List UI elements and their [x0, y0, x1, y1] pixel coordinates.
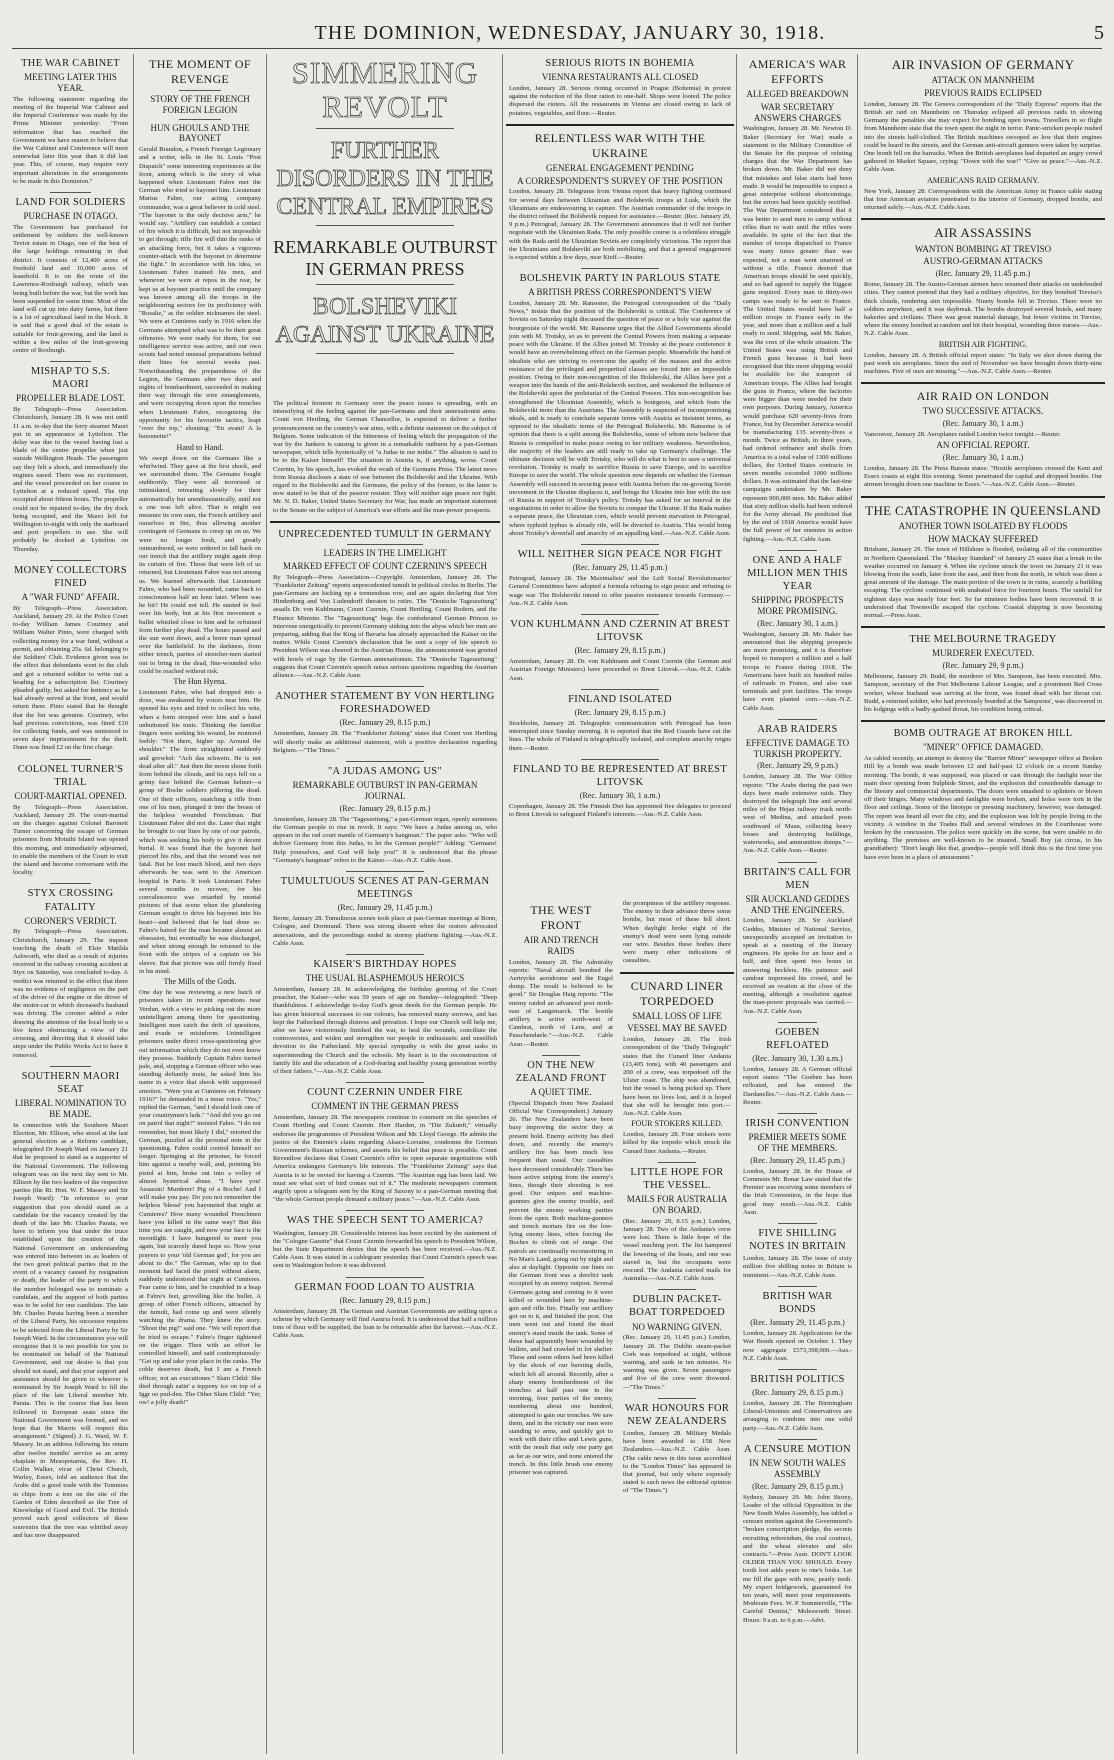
headline: MONEY COLLECTORS FINED — [13, 564, 127, 589]
headline: FIVE SHILLING NOTES IN BRITAIN — [749, 1227, 846, 1253]
headline: MISHAP TO S.S. MAORI — [30, 366, 111, 391]
article-body: In connection with the Southern Maori Election, Mr. Ellison, who stood at the last general election as a Reform candidate, telegraphed Dr Joseph Ward on January 21 that he proposed to stand as a supporter of the National Government. The following telegram was on the next day sent to Mr. Ellison by the two leaders of the respective parties (the Rt. Hon. W. F. Massey and Sir Joseph Ward): "In reference to your suggestion that you should stand as a candidate for the vacancy created by the death of the late Mr. Charles Parata, we have to inform you that under the truce established upon the creation of the National Government an understanding was entered into between us as leaders of the two great political parties that in the event of a vacancy caused by resignation or death, the leader of the party to which the member belonged was to nominate a candidate, and the support of both parties was to be solid for one candidate. The late Mr. Charles Parata having been a member of the Liberal Party, his successor requires to be selected from the Liberal Party by Sir Joseph Ward. In the circumstances you will recognise that it is not possible for you to be nominated on behalf of the National Government, and our desire is that you should not stand, and that your support and assistance should be given to whoever is nominated by Sir Joseph Ward to fill the place of the late Liberal member Mr. Parata. This is the course that has been followed in European seats since the National Government was formed, and we hope that the Maoris will respect this arrangement." (Signed) J. G. Ward, W. F. Massey. In an address following his return after twelve months' service as an army chaplain in Mesopotamia, the Rev. H. Collin Walker, vicar of Christ Church, Warley, Essex, told an audience that the Arabs did a good trade with the Tommies in chips from a tree on the site of the Garden of Eden described as the Tree of Knowledge of Good and Evil. The British proved such good collectors of these souvenirs that the tree was whittled away and has now disappeared. — [13, 1121, 128, 1539]
divider — [658, 1162, 697, 1163]
article-body: London, January 28. The Geneva correspondent of the "Daily Express" reports that the British air raid on Mannheim on Thursday eclipsed all previous raids in showing Germany the penalties she may expect for bombing open towns. Travellers in so flight from Mannheim state that the town spent the night in terror. Panic-stricken people rushed into the streets half-clothed. The British machines swooped so low that their engines could be heard in the streets, and the German anti-aircraft gunners were taken by surprise. One bomb fell on the barracks. When the British aeroplanes had departed an angry crowd gathered in Market Square, crying: "Down with the war!" "Give us peace."—Aus.-N.Z. Cable Assn. — [864, 100, 1102, 174]
subheadline: ATTACK ON MANNHEIM — [931, 75, 1035, 86]
headline: A CENSURE MOTION — [744, 1443, 851, 1455]
subheadline: PREVIOUS RAIDS ECLIPSED — [924, 88, 1042, 99]
headline: THE MELBOURNE TRAGEDY — [909, 634, 1057, 646]
headline: ONE AND A HALF MILLION MEN THIS YEAR — [747, 554, 848, 592]
subheadline: EFFECTIVE DAMAGE TO TURKISH PROPERTY. — [745, 737, 850, 759]
article-tumult-germany — [273, 528, 497, 680]
masthead — [0, 0, 1114, 48]
article-judas — [273, 765, 497, 865]
divider — [346, 686, 424, 687]
headline: "A JUDAS AMONG US" — [327, 766, 443, 778]
article-war-cabinet — [13, 57, 128, 186]
article-body: London, January 28. The Irish correspondent of the "Daily Telegraph" states that the Cunard liner Andania (13,405 tons), with 40 passengers and 200 of a crew, was torpedoed off the Ulster coast. The ship was abandoned, but the vessel is being picked up. There have been no lives lost, and it is hoped that she will be brought into port.—Aus.-N.Z. Cable Assn. — [623, 1036, 731, 1118]
column-2 — [136, 54, 264, 1754]
divider — [50, 759, 91, 760]
divider — [778, 1113, 817, 1114]
article-body: Amsterdam, January 28. The "Tageszeitung," a pan-German organ, openly summons the German people to rise in revolt. It says: "We have a Judas among us, who appears in the red court mantle of Germany's hangman." The paper asks: "Who will deliver Germany from this Judas, to let the German people?" Adding: "Germans! Help yourselves, and God will help you!" It is understood that the phrase "Germany's hangman" refers to the Kaiser.—Aus.-N.Z. Cable Assn. — [273, 815, 497, 864]
divider — [346, 1277, 424, 1278]
received-date: (Rec. January 29, 8.15 p.m.) — [339, 718, 431, 728]
subheadline: THE USUAL BLASPHEMOUS HEROICS — [305, 973, 465, 984]
subheadline: IN NEW SOUTH WALES ASSEMBLY — [749, 1457, 846, 1479]
divider — [50, 883, 91, 884]
article-air-invasion — [864, 57, 1102, 212]
article-body: Melbourne, January 29. Budd, the murderer of Mrs. Sampson, has been executed. Mrs. Sampson, secretary of the Port Melbourne Labour League, and a prominent Red Cross worker, whose husband was serving at the front, was found dead with her throat cut. Budd, a returned soldier, who had previously boarded at the Sampsons', was discovered in his lodgings with a badly-gashed throat, his condition being critical. — [864, 673, 1102, 713]
headline: GOEBEN REFLOATED — [766, 1026, 829, 1051]
article-southern-maori-seat — [13, 1070, 128, 1540]
received-date: (Rec. January 30, 1 a.m.) — [757, 618, 838, 628]
divider — [778, 1286, 817, 1287]
headline: BOLSHEVIK PARTY IN PARLOUS STATE — [519, 273, 721, 285]
article-body: We swept down on the Germans like a whirlwind. They gave at the first shock, and we surrounded them. The Germans fought stubbornly. They were all terrorised or intimidated, retreating slowly for their automatically but unenthusiastically, until not a one was left alive. That is might not measure its own sum, the French artillery and ourselves in fire, thus allowing another contingent of Germans to creep up on us. We were no longer fresh, and greatly outnumbered, so were ordered to fall back on our trench that the artillery might again drop its curtain of fire. Those that were left of us returned, but Lieutenant Fabre was not among us. We learned afterwards that Lieutenant Fabre, who had been wounded, came back to consciousness half an hour later. Where was he hit? He could not tell. He started to feel over his body, but at his first movement a bullet whistled close to him and he refrained from further play dead. The hours passed and the sun went down, and a brave man spread over the battlefield. In the darkness, from either trench, parties of stretcher-men started out to bring in the dead, fine-wounded who could be reached without risk. — [139, 454, 261, 675]
article-body: London, January 28. The Birmingham Liberal-Unionists and Conservatives are arranging to combine into one solid party.—Aus.-N.Z. Cable Assn. — [743, 1400, 852, 1432]
article-americas-war-efforts — [743, 57, 852, 544]
article-finland-isolated — [509, 693, 731, 753]
article-body: Copenhagen, January 28. The Finnish Diet has appointed five delegates to proceed to Brest Litovsk to safeguard Finland's interests.—Aus.-N.Z. Cable Assn. — [509, 802, 731, 819]
article-body: (Rec. January 29, 8.15 p.m.) London, January 28. Two of the Andania's crew were lost. There is little hope of the vessel reaching port. The list hampered the lowering of the boats, and one was staved in, but the occupants were rescued. The Andania carried mails for Australia.—Aus.-N.Z. Cable Assn. — [623, 1217, 731, 1283]
received-date: (Rec. January 29, 8.15 p.m.) — [752, 1388, 843, 1398]
article-body: The following statement regarding the meeting of the Imperial War Cabinet and the Imperial Conference was made by the Prime Minister yesterday: "From information that has reached the Government we have reason to believe that the War Cabinet and Conference will meet somewhat later this year than it did last year. This, of course, may require very important alterations in the arrangements to be made in this Dominion." — [13, 95, 128, 185]
column-divider — [133, 54, 134, 1754]
article-styx-crossing — [13, 887, 128, 1059]
article-nz-front-continued — [623, 900, 731, 966]
divider — [347, 544, 423, 545]
subheadline: "MINER" OFFICE DAMAGED. — [922, 742, 1044, 753]
received-date: (Rec. January 29, 11.45 p.m.) — [750, 1155, 845, 1165]
article-food-loan — [273, 1281, 497, 1341]
headline: ARAB RAIDERS — [757, 723, 838, 735]
received-date: (Rec. January 30, 1 a.m.) — [942, 452, 1024, 462]
subheadline: VESSEL MAY BE SAVED — [627, 1023, 727, 1034]
article-body: By Telegraph—Press Association. Auckland, January 29. The court-martial on the charges against Colonel Baronett Turner concerning the escape of German prisoners from Motuihi Island was opened this morning, and immediately adjourned, to enable the members of the Court to visit the island and become conversant with the locality. — [13, 803, 128, 877]
article-ukraine-war — [509, 131, 731, 262]
section-heading: The Mills of the Gods. — [163, 977, 237, 987]
article-body: Gerald Brandon, a French Foreign Legionary and a writer, tells in the St. Louis "Post Dispatch" some interesting experiences at the front, among which is the story of what happened when Lieutenant Fabre met the German who tried to bayonet him. Lieutenant Marius Fabre, our acting company commander, was a great believer in cold steel. "The bayonet is the only decisive arm," he would say. "Artillery can establish a contact of fire which it is difficult, but not impossible to get through; rifle fire will thin the ranks of an attacking force, but it takes a vigorous counter-attack with the bayonet to determine the fight." In accordance with his idea, so Lieutenant Fabre trained his men, and whenever we were at repos in the rear, he kept us at bayonet practice until the company was known among all the troops in the neighbouring sectors for its proficiency with "Rosalie," as the soldier nicknames the steel. We were at Cumieres early in 1916 when the Germans attempted what was to be their great offensive. We were ready for them, for our intelligence service was active, and our own scouts had noted unusual preparations behind their lines for several weeks past. Notwithstanding the preparedness of the Legion, the Germans after two days and nights of bombardment, succeeded in making their way through the wire entanglements, and were occupying down upon the trenches when Lieutenant Fabre, recognising the opportunity for his favourite tactics, leapt "over the top," shouting: "En avant! A la baionnette!" — [139, 146, 261, 441]
received-date: (Rec. January 29, 11.45 p.m.) — [337, 903, 433, 913]
divider — [778, 1369, 817, 1370]
received-date: (Rec. January 30, 1 a.m.) — [579, 790, 661, 800]
divider — [861, 382, 1105, 384]
headline: SERIOUS RIOTS IN BOHEMIA — [545, 58, 695, 69]
article-body: By Telegraph—Press Association—Copyright. Amsterdam, January 28. The "Frankfurter Zeitung" reports unprecedented tumult in political circles in Berlin. The pan-Germans are kicking up a tremendous row, and are again declaring that Von Hindenburg and Von Ludendorff threaten to retire. The "Deutsche Tageszeitung" assails Dr. von Kuhlmann, Count Czernin, Count Hertling, Count Rodern, and the Finance Minister. The "Tageszeitung" begs the confederated German Princes to intervene energetically to prevent Germany sinking into the abyss which her men are preparing, adding that the King of Bavaria has already approached the Kaiser on the matter. While Count Czernin's declaration that he sent a copy of his speech to President Wilson was cheered in the Austrian House, the announcement was greeted with howls of rage by the German annexationists. The "Deutsche Tageszeitung" suggests that Count Czernin's speech raises serious questions regarding the Austrian alliance.—Aus.-N.Z. Cable Assn. — [273, 573, 497, 679]
article-body: Sydney, January 29. Mr. John Storey, Leader of the official Opposition in the New South Wales Assembly, has tabled a censure motion against the Government's "broken conscription pledge, the secrets recruiting referendum, the coal contract, and the wheat elevator and silo contracts."—Press Assn. DON'T LOOK OLDER THAN YOU SHOULD. Every tooth lost adds years to one's looks. Let me fill the gaps with new, pearly teeth. My expert bridgework, guaranteed for ten years, will meet your requirements. Moderate Fees. W. P. Sommerville, "The Careful Dentist," Molesworth Street. Hours: 9 a.m. to 6 p.m.—Advt. — [743, 1493, 852, 1624]
headline-central-empires: FURTHER DISORDERS IN THE CENTRAL EMPIRES — [276, 138, 494, 220]
divider — [861, 626, 1105, 628]
article-body: Amsterdam, January 28. The "Frankfurter Zeitung" states that Count von Hertling will shortly make an additional statement, with a positive declaration regarding Belgium.—"The Times." — [273, 730, 497, 754]
headline: RELENTLESS WAR WITH THE UKRAINE — [534, 130, 706, 160]
column-3-body — [270, 400, 500, 1754]
divider — [346, 1210, 424, 1211]
article-body: As cabled recently, an attempt to destroy the "Barrier Miner" newspaper office at Broken Hill by a bomb was made between 12 and half-past 12 o'clock on a recent Sunday morning. The bomb, it was supposed, was placed or cast through the fanlight near the main door opening from Sulphide Street, and the explosion did considerable damage to the literary and commercial departments. The doors were smashed to splinters or blown off their hinges. Many windows and fanlights were broken, and holes were torn in the floor and ceilings. Some of the linotype or pressing machinery, however, was damaged. The report was heard all over the city, and the explosion was felt by people living in the vicinity. A window in the Trades Hall and several windows in the Courthouse were broken by the concussion. The police were quickly on the scene, but were unable to do anything. The premises are well-known to be insured. Small Boy (at circus, to his grandfather): "Don't laugh like that, grandpa—people will think this is the first time you have ever been in a place of amusement." — [864, 755, 1102, 861]
section-heading: AMERICANS RAID GERMANY. — [926, 175, 1040, 185]
received-date: (Rec. January 29, 8.15 p.m.) — [752, 1481, 843, 1491]
divider — [506, 124, 734, 126]
article-bolshevik-party — [509, 272, 731, 538]
article-body: Amsterdam, January 28. Dr. von Kuhlmann and Count Czernin (the German and Austrian Foreign Ministers) have proceeded to Brest Litovsk.—Aus.-N.Z. Cable Assn. — [509, 658, 731, 682]
received-date: (Rec. January 29, 8.15 p.m.) — [339, 1295, 431, 1305]
headline: STYX CROSSING FATALITY — [27, 888, 114, 913]
divider — [581, 268, 659, 269]
article-body: Brisbane, January 29. The town of Hillshore is flooded, isolating all of the communities in Northern Queensland. The "Mackay Standard" of January 25 states that a break in the weather occurred on January 4. When the cyclone struck the town on January 21 it was blowing from the south, later from the east, and then from the north, in which was done a great amount of the damage. The main portion of the town is in ruins, scarcely a building escaping. The cyclone continued with unabated force for fourteen hours. The rainfall for eighteen days was nearly four feet. So far nineteen bodies have been recovered. It is understood that Townsville escaped the cyclone. Coastal shipping is now becoming normal.—Press Assn. — [864, 546, 1102, 620]
received-date: (Rec. January 29, 9 p.m.) — [757, 761, 838, 771]
article-body: Lieutenant Fabre, who had dropped into a doze, was awakened by voices near him. He opened his eyes and tried to collect his wits, when a form stooped over him and a hand unbuttoned his tunic. Thinking the familiar fingers were seeking his wound, he muttered feebly: "Not there, higher up. Around the shoulder." The form straightened suddenly and growled: "Ach das schwein. He is not dead after all." Just then the moon shone forth from behind the clouds, and its rays fell on a grimy face behind the German helmet—a group of Boche soldiers pilfering the dead. One of their officers, snatching a rifle from one of his men, plunged it into the breast of the helpless wounded Frenchman. But Lieutenant Fabre did not die. Later that night he brought to our lines by one of our patrols, which was seeking his body to give it decent burial. It was found that the bayonet had pierced his ribs, and that the wound was not fatal. But he lost much blood, and two days afterwards he was sent to the American hospital in Paris. It took Lieutenant Fabre several months to recover, for his convalescence was retarded by mental pictures of that scene when the plundering German sought to drive his bayonet into his heart—and believed that he had done so. Fabre's hatred for the man became almost an obsession, but eventually he was discharged, and when strong enough he returned to the front with the stripes of a captain on his sleeve. But that picture was still firmly fixed in his mind. — [139, 688, 261, 975]
headline-bolsheviki-ukraine: BOLSHEVIKI AGAINST UKRAINE — [275, 294, 495, 348]
received-date: (Rec. January 29, 8.15 p.m.) — [339, 803, 431, 813]
headline: THE WAR CABINET — [21, 58, 120, 69]
article-body: London, January 28. Mr. Ransome, the Petrograd correspondent of the "Daily News," insists that the position of the Bolsheviki is critical. The Conference of Soviets on Saturday night discussed the question of peace or a holy war against the bourgeoisie of the world. Mr. Ransome urges that the Allied Governments should join with M. Trotsky, so as to prevent the Central Powers from making a separate peace with the Ukraine. If the Allies joined M. Trotsky at the peace conference it would have an overwhelming effect on the German people. Meanwhile the hand of idealists who are striving to overcome the apathy of the masses and the active resistance of the privileged and propertied classes are forced into an impossible position. Owing to their non-recognition of the Bolsheviki, the Allies have put a weapon into the hands of the anti-Bolshevik section, and weakened the influence of the Bolsheviki upon the proletariat of the Central Powers. This non-recognition has strengthened the Ukrainian Assembly, which is bourgeois, and which fears the Bolsheviki more than the Austrians. The Assembly is suspected of incompromising ideals, and is ready to conclude separate terms with Austria as insistent terms, as opposed to the idealistic terms of the Petrograd Bolsheviki. Mr. Ransome is of opinion that there is a split among the Bolsheviks, some of whom now believe that Russia is compelled to make peace owing to her military weakness. Nevertheless, the majority of the leaders are still ready to take up Germany's challenge. The ultimate decision will be with Trotsky, who will do what is best to save a universal revolution. Trotsky is ready to sacrifice Russia to save Europe, and to sacrifice Europe to save the world. The whole question now depends on whether the German Assembly will succeed in securing peace with Austria before the on-growing Soviet movement in the Ukraine displaces it, and brings the Ukraine into line with the rest of Russia in support of Trotsky's policy. Trotsky has asked for an interval in the negotiations in order to allow the Soviets to conquer the Ukraine. If the Rada makes a separate peace, the Ukrainian corn, which would prevent starvation in Petrograd, where typhoid typhus is already rife, will be diverted to Austria. This would bring about Trotsky's downfall and anarchy of an appalling kind.—Aus.-N.Z. Cable Assn. — [509, 300, 731, 537]
article-body: Amsterdam, January 28. The newspapers continue to comment on the speeches of Count Hertling and Count Czernin. Herr Harden, in "Die Zukunft," virtually endorses the programmes of President Wilson and Mr. Lloyd George. He admits the justice of the Entente's claim regarding Alsace-Lorraine, condemns the German Government's Russian schemes, and asserts his belief that peace is possible. Count Reventlow declares that Count Czernin's offer to open separate negotiations with America endangers Germany's life interests. The "Frankfurter Zeitung" says that Austria is to be envied for having a Czernin. "The Austrian egg has been laid. We must see what sort of bird comes out of it." The moderate newspapers comment angrily upon a telegram sent by the King of Saxony to a pan-German meeting that "the whole German people demand a military peace."—Aus.-N.Z. Cable Assn. — [273, 1114, 497, 1204]
column-divider — [857, 54, 858, 1754]
divider — [179, 119, 220, 120]
headline: BRITISH POLITICS — [750, 1373, 845, 1385]
headline: FINLAND ISOLATED — [568, 693, 672, 705]
received-date: (Rec. January 29, 8.15 p.m.) — [574, 646, 666, 656]
subheadline: SIR AUCKLAND GEDDES AND THE ENGINEERS. — [745, 893, 850, 915]
subheadline: MEETING LATER THIS YEAR. — [24, 72, 117, 93]
article-five-shilling-notes — [743, 1227, 852, 1280]
headline: LAND FOR SOLDIERS — [15, 196, 126, 208]
column-8 — [861, 54, 1105, 1754]
column-divider — [502, 54, 503, 1754]
article-tumultuous-scenes — [273, 875, 497, 948]
article-little-hope — [623, 1166, 731, 1283]
divider — [316, 128, 454, 129]
article-body: the promptness of the artillery response. The enemy in their advance threw some bombs, but most of these fell short. When daylight broke eight of the enemy's dead were seen lying outside our wire. Besides these bodies there were many other indications of casualties. — [623, 900, 731, 965]
subheadline: PROPELLER BLADE LOST. — [15, 393, 126, 404]
subheadline: A "WAR FUND" AFFAIR. — [21, 592, 120, 603]
article-body: London, January 28. The Admiralty reports: "Naval aircraft bombed the Aertrycke aerodrome and the Engel dump. The result is believed to be good." Sir Douglas Haig reports: "The enemy raided an advanced post north-east of Langemarck. The hostile artillery is active north-west of Cambrai, north of Lens, and at Passchendaele."—Aus.-N.Z. Cable Assn.—Reuter. — [509, 958, 613, 1048]
headline: THE WEST FRONT — [530, 903, 592, 932]
article-body: Washington, January 28. Mr. Baker has announced that the shipping prospects are more promising, and it is therefore hoped to transport a million and a half troops to France during 1918. The Americans have built six hundred miles of railroads in France, and also vast terminals and port facilities. The troops have even planted corn.—Aus.-N.Z. Cable Assn. — [743, 630, 852, 712]
subheadline: VIENNA RESTAURANTS ALL CLOSED — [541, 72, 699, 83]
section-heading: FOUR STOKERS KILLED. — [631, 1119, 723, 1129]
section-heading: BRITISH AIR FIGHTING. — [938, 339, 1028, 349]
article-hertling — [273, 690, 497, 755]
headline: UNPRECEDENTED TUMULT IN GERMANY — [278, 528, 492, 540]
article-body: The Government has purchased for settlement by soldiers the well-known Teviot estate in Otago, one of the best of the large holdings remaining in that district. It consists of 12,400 acres of freehold land and 10,000 acres of leasehold. It is on the route of the Lawrence-Roxburgh railway, which was being built before the war, but the work has been suspended for some time. Most of the land will cut up into dairy farms, but there is a lot of agricultural land in the block. It is said that a good deal of the estate is suitable for fruit-growing, and the land is within a few miles of the fruit-growing centre of Roxburgh. — [13, 223, 128, 354]
article-body: Washington, January 28. Mr. Newton D. Baker (Secretary for War) made a statement to the Military Committee of the Senate for the purpose of refuting charges that the War Department has broken down. Mr. Baker did not deny that mistakes and false starts had been made. It would be impossible to expect a great enterprise without shortcomings; but the errors had been quickly rectified. The War Department considered that it was better to send men to camp without rifles than to wait until the rifles were available. In spite of the fact that the number of troops dispatched to France was many times greater than was expected, not a man went unarmed or without a rifle. France desired that American troops should be sent quickly, and so had agreed to supply the biggest guns required. Every man in thirty-two camps was ready to be sent to France. The United States would have half a million troops in France early in the year, and more than a million and a half ready to send. Shipping, said Mr. Baker, was the crux of the whole situation. The United States was using British and French guns because it had been recognised that this more shipping would be available for the transport of American troops. The Allies had bought the guns in France, where the factories were bigger than were needed for their own purposes. During January, America would purchase 620 seventy-fives from France, but by December America would be manufacturing 135 seventy-fives a month. Twice as British, in three years, had ordered ordnance and shells from America to a total value of 1300 millions dollars, the United States contracts in seven months exceeded 1000 millions dollars. It was estimated that the last-tine campaigns undertaken by Mr. Baker represent 900,000 men. Mr. Baker added that sixty million shells had been ordered for the Army abroad. He predicted that by the end of 1918 America would have the full power of her enemies in action fighting.—Aus.-N.Z. Cable Assn. — [743, 125, 852, 543]
article-speech-america — [273, 1214, 497, 1270]
subheadline: REMARKABLE OUTBURST IN PAN-GERMAN JOURNAL — [292, 780, 478, 801]
article-body: Rome, January 28. The Austro-German airmen have resumed their attacks on undefended cities. They cannot pretend that they had a military objective, for they bombed Treviso's thick clouds, rendering aim impossible. Ninety bombs fell in Treviso. There were no soldiers anywhere, and it was daybreak. The bombs destroyed several hotels, and many bakeries and civilians. There was great material damage, but fewer victims in Treviso, where the enemy bombed at random and hit their hospital, wounding three nurses.—Aus.-N.Z. Cable Assn. — [864, 281, 1102, 338]
article-kaiser-birthday — [273, 958, 497, 1076]
subheadline: MARKED EFFECT OF COUNT CZERNIN'S SPEECH — [282, 560, 488, 571]
article-body: (Special Dispatch from New Zealand Official War Correspondent.) January 26. The New Zealanders have been busy improving the sector they at present hold. Enemy activity has died down, and recently the enemy's artillery fire has been much less frequent than usual. Our casualties have decreased considerably. There has been active sniping from the enemy's lines, though their shooting is not good. Our snipers and machine-gunners give the enemy trouble, and prevent the enemy working parties from the open. Both machine-gunners and trench mortars fire on the low-lying enemy lines, often forcing the Boches to climb out of range. Our patrols are continually reconnoitring in No Man's Land, going out by night and also at daylight. Opposite our lines on the German front was a derelict tank occupied by an enemy outpost. Several Germans going and coming to it were killed or wounded here by machine-gun and rifle fire. Finally our artillery got on to it, and finished the post. Our men went out and found the dead enemy's stand inside the tank. Some of these had apparently been wounded by bullets, and had crawled in for shelter. These and some others had been killed by the shock of our bursting shells, which left all around. Recently, after a sharp enemy bombardment of the trenches at half past one in the morning, four parties of the enemy, numbering about one hundred, attempted to gain our trenches. We saw them, and in the vicinity our men were standing to arms, and quickly got to work with their rifles and Lewis guns, with the result that only one party got as far as our wire, and none entered the trench. In this little brush one enemy prisoner was captured. — [509, 1099, 613, 1477]
divider — [658, 1398, 697, 1399]
article-melbourne-tragedy — [864, 633, 1102, 714]
headline: TUMULTUOUS SCENES AT PAN-GERMAN MEETINGS — [280, 876, 490, 901]
divider — [581, 689, 659, 690]
subheadline: MURDERER EXECUTED. — [932, 648, 1034, 659]
headline: GERMAN FOOD LOAN TO AUSTRIA — [294, 1281, 476, 1293]
main-headline: SIMMERING REVOLT — [291, 55, 479, 124]
divider — [778, 550, 817, 551]
masthead-title: THE DOMINION, WEDNESDAY, JANUARY 30, 1918. — [314, 22, 826, 44]
subheadline: A CORRESPONDENT'S SURVEY OF THE POSITION — [517, 175, 723, 186]
subheadline: WANTON BOMBING AT TREVISO — [914, 243, 1052, 254]
article-queensland-catastrophe — [864, 503, 1102, 621]
subheadline: HUN GHOULS AND THE BAYONET — [150, 122, 250, 144]
headline: IRISH CONVENTION — [745, 1118, 850, 1130]
article-body: London, January 28. A British official report states: "In Italy we shot down during the past week six aeroplanes. Since the end of November we have brought down thirty-nine machines. Five of ours are missing."—Aus.-N.Z. Cable Assn.—Reuter. — [864, 351, 1102, 375]
article-lead — [273, 400, 497, 515]
divider — [179, 90, 220, 91]
subheadline: A QUIET TIME. — [530, 1087, 592, 1098]
headline: BRITAIN'S CALL FOR MEN — [743, 866, 852, 891]
received-date: (Rec. January 29, 9 p.m.) — [942, 661, 1024, 671]
divider — [778, 1022, 817, 1023]
divider — [581, 614, 659, 615]
subheadline: MAILS FOR AUSTRALIA ON BOARD. — [626, 1194, 728, 1215]
subheadline: SHIPPING PROSPECTS MORE PROMISING. — [751, 595, 844, 616]
article-censure-motion — [743, 1443, 852, 1625]
article-turner-trial — [13, 763, 128, 878]
article-british-politics — [743, 1373, 852, 1433]
article-body: London, January 28. Four stokers were killed by the torpedo which struck the Cunard liner Andania.—Reuter. — [623, 1131, 731, 1155]
headline: COLONEL TURNER'S TRIAL — [17, 763, 124, 788]
article-air-raid-london — [864, 389, 1102, 489]
divider — [861, 496, 1105, 498]
divider — [50, 1066, 91, 1067]
masthead-rule — [12, 48, 1102, 49]
divider — [581, 759, 659, 760]
headline: THE CATASTROPHE IN QUEENSLAND — [865, 502, 1101, 518]
divider — [620, 972, 734, 974]
subheadline: LEADERS IN THE LIMELIGHT — [323, 547, 447, 558]
article-body: Berne, January 28. Tumultuous scenes took place at pan-German meetings at Bonn, Cologne, and Dortmund. There was strong dissent when the orators advocated annexations, and the proceedings ended in stormy platform fighting.—Aus.-N.Z. Cable Assn. — [273, 915, 497, 947]
headline: DUBLIN PACKET-BOAT TORPEDOED — [628, 1294, 726, 1319]
subheadline: PREMIER MEETS SOME OF THE MEMBERS. — [748, 1132, 847, 1153]
subheadline: NO WARNING GIVEN. — [631, 1321, 723, 1332]
divider — [778, 1223, 817, 1224]
article-bohemia — [509, 57, 731, 118]
subheadline: COMMENT IN THE GERMAN PRESS — [311, 1101, 459, 1112]
headline: WILL NEITHER SIGN PEACE NOR FIGHT — [517, 548, 723, 560]
headline: AIR INVASION OF GERMANY — [891, 57, 1075, 72]
subheadline: HOW MACKAY SUFFERED — [928, 533, 1038, 544]
article-body: London, January 28. Applications for the War Bonds opened on October 1. They now aggregate £573,398,000.—Aus.-N.Z. Cable Assn. — [743, 1330, 852, 1362]
article-kuhlmann-czernin — [509, 618, 731, 683]
article-body: London, January 28. The War Office reports: "The Arabs during the past two days have made extensive raids. They destroyed the telegraph line and several miles of the Hejaz railway track north-west of Medina, and attacked posts southward of Maan, collecting heavy losses and destroying buildings, waterworks, and ammunition dumps."—Aus.-N.Z. Cable Assn.—Reuter. — [743, 773, 852, 855]
article-body: London, January 28. Serious rioting occurred in Prague (Bohemia) in protest against the reduction of the flour ration to one-half. Shops were looted. The police dispersed the rioters. All the restaurants in Vienna are closed owing to lack of potatoes, vegetables, and flour.—Reuter. — [509, 84, 731, 117]
article-body: By Telegraph—Press Association. Christchurch, January 29. The inquest touching the death of Elsie Matilda Ashworth, who died as a result of injuries received in the railway crossing accident at Styx on Saturday, was concluded to-day. A verdict was returned to the effect that there was no evidence of negligence on the part of the driver of the engine or the driver of the motor-car in which deceased's husband was driving. The coroner added a rider drawing the attention of the local body to a live fence obstructing a view of the crossing, and directing that it should take steps under the Public Works Act to have it removed. — [13, 928, 128, 1059]
subheadline: GENERAL ENGAGEMENT PENDING — [546, 162, 694, 173]
article-body: Washington, January 28. Considerable interest has been excited by the statement of the "Cologne Gazette" that Count Czernin forwarded his speech to President Wilson, but the State Department denies that the speech has been received.—Aus.-N.Z. Cable Assn. It was stated in a cablegram yesterday that Count Czernin's speech was sent to Washington before it was delivered. — [273, 1229, 497, 1270]
article-nz-front — [509, 1059, 613, 1477]
article-body: London, January 28. Telegrams from Vienna report that heavy fighting continued for several days between Ukrainian and Bolshevik troops at Lusk, which the Ukrainians are endeavouring to capture. The Austrian commander of the troops in the district refused the Bolshevik request for assistance.—Reuter. (Rec. January 29, 9 p.m.) Petrograd, January 28. The Government announces that it will not further negotiate with the Ukrainian Rada. The only possible course is a relentless struggle with the Rada until the Ukrainian Soviets are completely victorious. The report that the Ukrainians and Bolsheviki are both mobilising, and that a general engagement is expected within a few days, near Kieff.—Reuter. — [509, 188, 731, 261]
received-date: (Rec. January 29, 11.45 p.m.) — [750, 1318, 845, 1328]
subheadline: LIBERAL NOMINATION TO BE MADE. — [14, 1097, 127, 1119]
article-finland-represented — [509, 763, 731, 820]
article-body: The political ferment in Germany over the peace issues is spreading, with an intensifying of the feeling against the pan-Germans and their annexationist aims. Count von Hertling, the German Chancellor, is expected to deliver a further pronouncement on the country's war aims, with a definite statement on the subject of Belgium. Some indication of the bitterness of feeling which the propagation of the war by the Junkers is causing is given in a remarkable outburst by a pan-German newspaper, which tells hysterically of "a Judas in our midst." The allusion is said to be to the Kaiser himself! The situation in Austria is, if anything, worse. Count Czernin, by his speech, has evoked the wrath of the Germans Press. The latest news from Russia discloses a state of war between the Bolsheviki and the Ukraine. With regard to the Bolsheviki and the Germans, the policy of the former, to the latter is now stated to be that of the passive resister. They will neither sign peace nor fight. Mr. N. D. Baker, United States Secretary for War, has made an important statement to the Senate on the subject of America's war efforts and the man-power prospects. — [273, 400, 497, 514]
article-money-collectors — [13, 564, 128, 753]
column-5-6-top — [506, 54, 734, 894]
headline: FINLAND TO BE REPRESENTED AT BREST LITOVSK — [512, 763, 728, 788]
article-body: London, January 28. Military Medals have been awarded to 158 New Zealanders.—Aus.-N.Z. Cable Assn. (The cable news in this issue accredited to the "London Times" has appeared in that journal, but only where expressly stated is such news the editorial opinion of "The Times.") — [623, 1430, 731, 1495]
article-body: London, January 28. In the House of Commons Mr. Bonar Law stated that the Premier was receiving some members of the Irish Convention, in the hope that good may result.—Aus.-N.Z. Cable Assn. — [743, 1167, 852, 1216]
article-body: Petrograd, January 28. The Maximalists' and the Left Social Revolutionaries' General Committees have adopted a formula refusing to sign peace and refusing to wage war. The Bolsheviki intend to offer passive resistance towards Germany.—Aus.-N.Z. Cable Assn. — [509, 575, 731, 607]
article-czernin — [273, 1086, 497, 1204]
article-west-front — [509, 903, 613, 1049]
received-date: (Rec. January 29, 11.45 p.m.) — [572, 563, 668, 573]
divider — [346, 871, 424, 872]
divider — [346, 954, 424, 955]
article-cunard-liner — [623, 979, 731, 1156]
divider — [778, 719, 817, 720]
section-heading: The Hun Hyena. — [173, 676, 227, 686]
article-body: Amsterdam, January 28. The German and Austrian Governments are settling upon a scheme by which Germany will find Austria food. It is understood that half a million tons of flour will be supplied, the loan to be returnable after the harvest.—Aus.-N.Z. Cable Assn. — [273, 1307, 497, 1340]
headline: ANOTHER STATEMENT BY VON HERTLING FORESHADOWED — [275, 691, 495, 716]
headline: BOMB OUTRAGE AT BROKEN HILL — [893, 728, 1073, 740]
headline: THE MOMENT OF REVENGE — [149, 57, 251, 86]
headline: VON KUHLMANN AND CZERNIN AT BREST LITOVSK — [510, 618, 730, 644]
subheadline: WAR SECRETARY ANSWERS CHARGES — [753, 101, 842, 123]
subheadline: TWO SUCCESSIVE ATTACKS. — [922, 406, 1044, 417]
headline: AIR RAID ON LONDON — [916, 389, 1050, 404]
column-6-bottom — [620, 900, 734, 1754]
received-date: (Rec. January 30, 1 a.m.) — [942, 418, 1024, 428]
column-divider — [736, 54, 737, 1754]
divider — [542, 1055, 579, 1056]
page-number: 5 — [1094, 22, 1104, 44]
article-war-honours — [623, 1402, 731, 1496]
headline: WAS THE SPEECH SENT TO AMERICA? — [286, 1215, 484, 1227]
article-million-men — [743, 554, 852, 713]
column-1 — [10, 54, 131, 1754]
headline: WAR HONOURS FOR NEW ZEALANDERS — [624, 1402, 730, 1427]
article-body: One day he was reviewing a new batch of prisoners taken in recent operations near Verdun, with a view to picking out the more unintelligent among them for questioning. Intelligent men catch the drift of questions, and evade or misinform. Unintelligent prisoners under direct cross-questioning give out information which they do not even know they possess. Suddenly Captain Fabre turned pale, and, stopping a German officer who was standing defiantly mute, he asked him his name in a voice that shook with suppressed emotion. "Were you at Cumieres on February 1916?" he demanded in a tense voice. "Yes," replied the German, "and I should look one of your countrymen's lads." "And did you go out on patrol that night?" insisted Fabre. "I do not remember, but most likely I did," retorted the German, puzzled at the personal note in the questioning. Fabre could control himself no longer. Springing at the prisoner, he forced him against a nearby wall, and, pointing his pistol at him, broke out into a volley of almost hysterical abuse. "I have you! Assassin! Murderer! Pig of a Boche! And I will make you pay. Do you not remember the helpless 'blessé' you bayoneted that night at Cumieres? How many wounded Frenchmen have you killed in the same way? But this time you are caught, and now your face is the moonlight. I have hungered to meet you again, but scarcely dared hope so. Now your prayers to your 'old German god', for you are about to die." The German, who up to that moment had faced the pistol without alarm, suddenly understood that night at Cumieres. Fear came to him, and he crumbled in a heap at Fabre's feet, grovelling like the bullet. A group of other French officers, attracted by the tumult, had come up and were silently watching the drama. They knew the story. "Shoot the pig!" said one. "We will report that he tried to escape." Fabre's finger tightened on the trigger. Then with an effort he controlled himself, and said contemptuously: "Get up and take your place in the ranks. The coble deserves death, but I am a French officer, not an executioner." Slain Child: She died through eatin' a teppeny ice on top of a Iggr oo pud-den. The Other Slum Child: "Yer, ow! a jolly death!" — [139, 989, 261, 1407]
headline: ON THE NEW ZEALAND FRONT — [515, 1059, 607, 1084]
subheadline: AN OFFICIAL REPORT. — [936, 440, 1030, 451]
article-land-soldiers — [13, 196, 128, 355]
divider — [316, 284, 454, 285]
subheadline: ANOTHER TOWN ISOLATED BY FLOODS — [898, 520, 1068, 531]
article-broken-hill — [864, 727, 1102, 862]
divider — [581, 544, 659, 545]
divider — [270, 521, 500, 523]
divider — [316, 225, 454, 226]
article-body: (Rec. January 29, 11.45 p.m.) London, January 28. The Dublin steam-packet Cork was torpedoed at night, without warning, and sank in ten minutes. No warning was given. Seven passengers and five of the crew were drowned.—"The Times." — [623, 1334, 731, 1391]
divider — [778, 1439, 817, 1440]
headline-german-press: REMARKABLE OUTBURST IN GERMAN PRESS — [273, 237, 497, 279]
headline: KAISER'S BIRTHDAY HOPES — [313, 959, 457, 971]
article-moment-of-revenge — [139, 57, 261, 1407]
article-war-bonds — [743, 1290, 852, 1363]
divider — [861, 720, 1105, 722]
article-body: New York, January 28. Correspondents with the American Army in France cable stating that four American aviators penetrated to the interior of Germany, dropped bombs, and returned safely.—Aus.-N.Z. Cable Assn. — [864, 187, 1102, 212]
column-7 — [740, 54, 855, 1754]
article-body: Amsterdam, January 28. In acknowledging the birthday greeting of the Court preacher, the Kaiser—who was 59 years of age on Sunday—telegraphed: "Deep thankfulness. I acknowledge to-day God's great deeds for the German people. He has given historical successes to our colours, has removed many sorrows, and has kept the Fatherland through distress and privation. I hope our Church will help me, after we have victoriously finished the war, to heal the wounds, conciliate the controversies, and widen and strengthen our people in enthusiastic and unselfish devotion to the Fatherland. My special sympathy is with the great tasks in superintending the Church and the schools. My heart is in the reconstruction of family life and the education of a God-fearing and healthy young generation worthy of their fathers."—Aus.-N.Z. Cable Assn. — [273, 985, 497, 1076]
subheadline: COURT-MARTIAL OPENED. — [14, 790, 127, 801]
article-body: London, January 28. The Press Bureau states: "Hostile aeroplanes crossed the Kent and Essex coasts at eight this evening. Some penetrated the capital and dropped bombs. Our airmen brought down one machine in Essex."—Aus.-N.Z. Cable Assn.—Reuter. — [864, 464, 1102, 489]
received-date: (Rec. January 29, 8.15 p.m.) — [574, 707, 666, 717]
subheadline: A BRITISH PRESS CORRESPONDENT'S VIEW — [528, 287, 712, 298]
divider — [778, 862, 817, 863]
received-date: (Rec. January 29, 11.45 p.m.) — [935, 269, 1031, 279]
column-5-bottom — [506, 900, 616, 1754]
subheadline: CORONER'S VERDICT. — [24, 915, 117, 926]
section-heading: Hand to Hand. — [176, 442, 224, 452]
article-body: Vancouver, January 28. Aeroplanes raided London twice tonight.—Reuter. — [864, 430, 1061, 438]
divider — [50, 560, 91, 561]
main-headline-block — [270, 54, 500, 354]
article-air-assassins — [864, 225, 1102, 376]
article-maori-mishap — [13, 365, 128, 554]
article-body: Stockholm, January 28. Telegraphic communication with Petrograd has been interrupted since Sunday morning. It is reported that the Red Guards have cut the lines. The whole of Finland is telegraphically isolated, and complete anarchy reigns there.—Reuter. — [509, 719, 731, 752]
subheadline: PURCHASE IN OTAGO. — [23, 211, 118, 222]
subheadline: AUSTRO-GERMAN ATTACKS — [923, 256, 1043, 267]
headline: AIR ASSASSINS — [934, 225, 1032, 241]
divider — [50, 192, 91, 193]
subheadline: ALLEGED BREAKDOWN — [746, 89, 849, 99]
article-arab-raiders — [743, 723, 852, 856]
article-goeben — [743, 1026, 852, 1107]
received-date: (Rec. January 30, 1.30 a.m.) — [752, 1054, 843, 1064]
article-body: London, January 28. The issue of sixty million five shilling notes in Britain is imminent.—Aus.-N.Z. Cable Assn. — [743, 1255, 852, 1279]
divider — [346, 1082, 424, 1083]
subheadline: AIR AND TRENCH RAIDS — [523, 935, 599, 956]
subheadline: STORY OF THE FRENCH FOREIGN LEGION — [150, 94, 250, 115]
article-dublin-packet — [623, 1293, 731, 1391]
divider — [346, 761, 424, 762]
article-britains-call — [743, 866, 852, 1016]
headline: CUNARD LINER TORPEDOED — [630, 978, 724, 1008]
divider — [50, 361, 91, 362]
article-neither-peace-nor-fight — [509, 548, 731, 608]
article-body: London, January 28. Sir Auckland Geddes, Minister of National Service, unexpectedly accepted an invitation to speak at a meeting of the literary engineers. He spoke for an hour and a half, and then spent two hours in answering hecklers. His patience and candour impressed his crowd, and he received an ovation at the close of the meeting, although a resolution against the man-power proposals was carried.—Aus.-N.Z. Cable Assn. — [743, 917, 852, 1015]
headline: LITTLE HOPE FOR THE VESSEL. — [630, 1166, 724, 1191]
divider — [658, 1289, 697, 1290]
divider — [861, 218, 1105, 220]
headline: COUNT CZERNIN UNDER FIRE — [307, 1087, 463, 1099]
headline: BRITISH WAR BONDS — [762, 1290, 833, 1315]
divider — [316, 353, 454, 354]
article-body: By Telegraph—Press Association. Auckland, January 29. At the Police Court to-day William James Courtney and William Walter Pinto, were charged with collecting money for a war fund, without a permit, and obtaining 25s. 6d. belonging to the Soldiers' Club. Evidence given was to the effect that defendants went to the club and got a returned soldier to write out a heading for a subscription list. Courtney pleaded guilty, but asked for leniency as he had already served at the front, and would return there. Pinto stated that he thought that the list was genuine. Courtney, who had previous convictions, was fined £10 for collecting funds, and was sentenced to seven days' imprisonment for the theft. Dunn was fined £2 on the first charge. — [13, 604, 128, 752]
article-irish-convention — [743, 1117, 852, 1217]
headline: SOUTHERN MAORI SEAT — [21, 1070, 120, 1095]
article-body: London, January 28. A German official report states: "The Goeben has been refloated, and has entered the Dardanelles."—Aus.-N.Z. Cable Assn.—Reuter. — [743, 1066, 852, 1106]
subheadline: SMALL LOSS OF LIFE — [632, 1010, 722, 1021]
column-divider — [266, 54, 267, 1754]
headline: AMERICA'S WAR EFFORTS — [748, 57, 847, 86]
article-body: By Telegraph—Press Association. Christchurch, January 28. It was not until 11 a.m. to-day that the ferry steamer Maori put in an appearance at Lyttelton. The delay was due to the vessel having lost a blade of the centre propeller when just outside Wellington Heads. The passengers say they felt a shock, and immediately the engines eased. There was no excitement, and the vessel proceeded on her course to Lyttelton at a reduced speed. The trip occupied about fifteen hours. The propeller could not be repaired to-day, the dry dock being occupied, and the Maori left for Wellington to-night with only the starboard and port propellers in use. She will probably be docked at Lyttelton on Thursday. — [13, 406, 128, 553]
